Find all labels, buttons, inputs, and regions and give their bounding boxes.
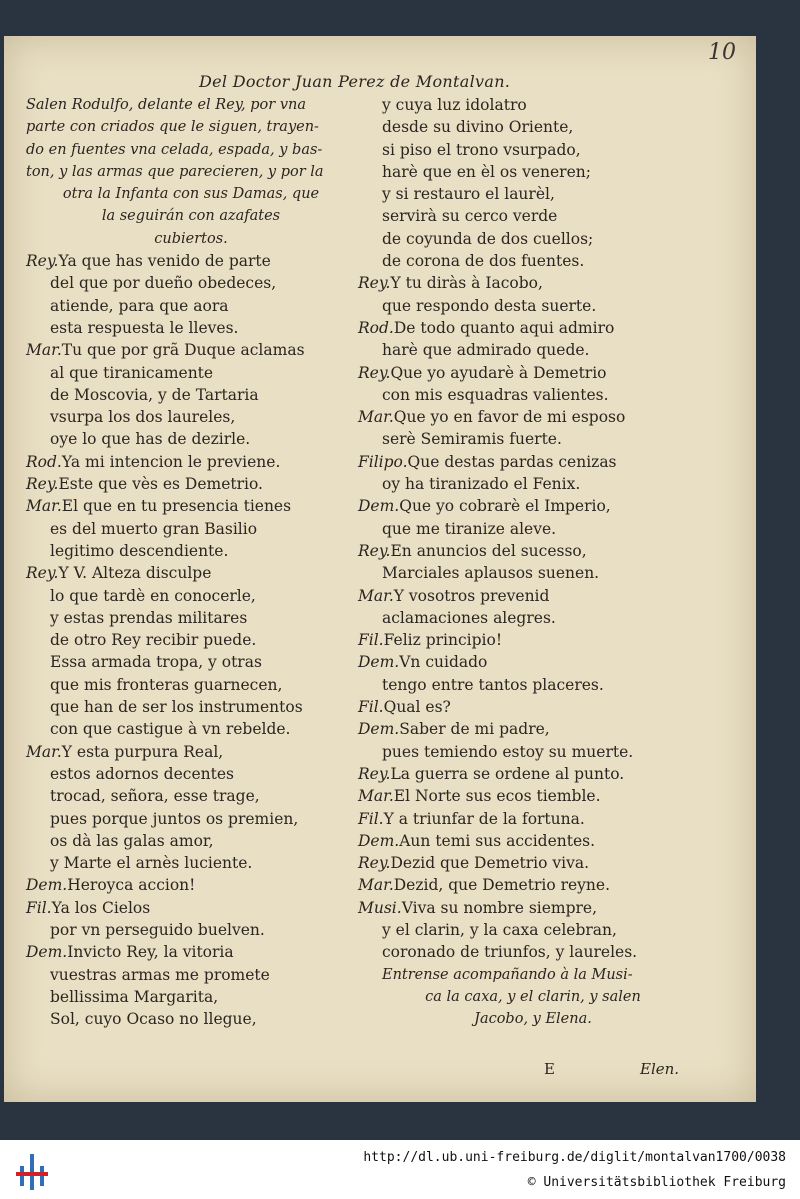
verse-line xyxy=(358,495,708,517)
verse-line xyxy=(26,986,356,1008)
speaker-label: Rey. xyxy=(358,764,391,783)
line-text: de otro Rey recibir puede. xyxy=(50,631,257,650)
verse-line xyxy=(358,830,708,852)
line-text: ca la caxa, y el clarin, y salen xyxy=(425,988,641,1005)
verse-line xyxy=(358,473,708,495)
verse-line xyxy=(26,540,356,562)
verse-line xyxy=(358,183,708,205)
line-text: Y tu diràs à Iacobo, xyxy=(390,274,543,293)
verse-line xyxy=(358,607,708,629)
line-text: Dezid, que Demetrio reyne. xyxy=(393,876,611,895)
speaker-label: Rod. xyxy=(26,452,62,471)
line-text: Ya los Cielos xyxy=(51,898,151,917)
speaker-label: Fil. xyxy=(358,631,384,650)
line-text: coronado de triunfos, y laureles. xyxy=(382,943,638,962)
verse-line xyxy=(26,741,356,763)
verse-line xyxy=(358,116,708,138)
line-text: y si restauro el laurèl, xyxy=(382,185,555,204)
line-text: El Norte sus ecos tiemble. xyxy=(393,787,601,806)
line-text: que mis fronteras guarnecen, xyxy=(50,675,283,694)
verse-line xyxy=(26,139,356,161)
running-header: Del Doctor Juan Perez de Montalvan. xyxy=(199,72,511,91)
copyright-notice: © Universitätsbibliothek Freiburg xyxy=(527,1175,786,1190)
line-text: Que yo en favor de mi esposo xyxy=(393,408,626,427)
verse-line xyxy=(358,919,708,941)
speaker-label: Mar. xyxy=(358,408,394,427)
speaker-label: Musi. xyxy=(358,898,402,917)
speaker-label: Rey. xyxy=(26,475,59,494)
verse-line xyxy=(26,451,356,473)
speaker-label: Mar. xyxy=(358,787,394,806)
line-text: vsurpa los dos laureles, xyxy=(50,408,236,427)
verse-line xyxy=(358,451,708,473)
line-text: Y vosotros prevenid xyxy=(393,586,550,605)
line-text: de corona de dos fuentes. xyxy=(382,252,585,271)
verse-line xyxy=(26,406,356,428)
speaker-label: Filipo. xyxy=(358,452,408,471)
verse-line xyxy=(358,741,708,763)
line-text: La guerra se ordene al punto. xyxy=(390,764,625,783)
line-text: Viva su nombre siempre, xyxy=(401,898,598,917)
speaker-label: Rey. xyxy=(26,252,59,271)
line-text: Y V. Alteza disculpe xyxy=(58,564,212,583)
verse-line xyxy=(358,406,708,428)
line-text: Dezid que Demetrio viva. xyxy=(390,854,590,873)
verse-line xyxy=(358,785,708,807)
line-text: Saber de mi padre, xyxy=(399,720,550,739)
book-page xyxy=(4,36,756,1102)
verse-line xyxy=(26,362,356,384)
verse-line xyxy=(26,629,356,651)
line-text: atiende, para que aora xyxy=(50,296,229,315)
verse-line xyxy=(26,964,356,986)
verse-line xyxy=(26,272,356,294)
line-text: del que por dueño obedeces, xyxy=(50,274,277,293)
verse-line xyxy=(358,428,708,450)
line-text: la seguirán con azafates xyxy=(101,208,281,225)
verse-line xyxy=(358,897,708,919)
speaker-label: Fil. xyxy=(358,809,384,828)
verse-line xyxy=(358,852,708,874)
verse-line xyxy=(358,964,708,986)
line-text: Salen Rodulfo, delante el Rey, por vna xyxy=(26,97,307,113)
verse-line xyxy=(26,651,356,673)
verse-line xyxy=(358,205,708,227)
line-text: harè que admirado quede. xyxy=(382,341,590,360)
speaker-label: Mar. xyxy=(358,586,394,605)
verse-line xyxy=(358,518,708,540)
line-text: parte con criados que le siguen, trayen- xyxy=(26,119,319,136)
line-text: legitimo descendiente. xyxy=(50,541,229,560)
line-text: El que en tu presencia tienes xyxy=(61,497,292,516)
line-text: pues porque juntos os premien, xyxy=(50,809,299,828)
verse-line xyxy=(358,674,708,696)
line-text: ton, y las armas que parecieren, y por la xyxy=(26,163,324,180)
speaker-label: Dem. xyxy=(358,831,400,850)
verse-line xyxy=(26,763,356,785)
speaker-label: Rey. xyxy=(358,363,391,382)
verse-line xyxy=(358,339,708,361)
line-text: que han de ser los instrumentos xyxy=(50,698,303,717)
verse-line xyxy=(26,874,356,896)
viewer-footer xyxy=(0,1140,800,1199)
speaker-label: Fil. xyxy=(358,698,384,717)
speaker-label: Mar. xyxy=(26,341,62,360)
speaker-label: Mar. xyxy=(26,742,62,761)
line-text: oye lo que has de dezirle. xyxy=(50,430,251,449)
right-column xyxy=(358,94,708,1030)
speaker-label: Dem. xyxy=(358,497,400,516)
line-text: Aun temi sus accidentes. xyxy=(399,831,596,850)
catchword-signature: E xyxy=(544,1060,555,1078)
line-text: Y a triunfar de la fortuna. xyxy=(383,809,585,828)
verse-line xyxy=(358,986,708,1008)
verse-line xyxy=(26,205,356,227)
line-text: al que tiranicamente xyxy=(50,363,214,382)
verse-line xyxy=(26,897,356,919)
speaker-label: Rod. xyxy=(358,318,394,337)
verse-line xyxy=(26,562,356,584)
verse-line xyxy=(26,1008,356,1030)
line-text: por vn perseguido buelven. xyxy=(50,920,265,939)
line-text: si piso el trono vsurpado, xyxy=(382,140,581,159)
verse-line xyxy=(358,874,708,896)
line-text: Qual es? xyxy=(383,698,451,717)
verse-line xyxy=(358,1008,708,1030)
verse-line xyxy=(26,228,356,250)
line-text: otra la Infanta con sus Damas, que xyxy=(62,186,320,203)
speaker-label: Rey. xyxy=(358,854,391,873)
line-text: pues temiendo estoy su muerte. xyxy=(382,742,634,761)
speaker-label: Rey. xyxy=(358,274,391,293)
line-text: con que castigue à vn rebelde. xyxy=(50,720,291,739)
verse-line xyxy=(26,339,356,361)
line-text: Jacobo, y Elena. xyxy=(474,1011,592,1028)
line-text: Y esta purpura Real, xyxy=(61,742,224,761)
verse-line xyxy=(358,295,708,317)
line-text: Entrense acompañando à la Musi- xyxy=(382,966,633,983)
left-column xyxy=(26,94,356,1030)
verse-line xyxy=(26,495,356,517)
verse-line xyxy=(26,585,356,607)
speaker-label: Rey. xyxy=(358,541,391,560)
verse-line xyxy=(26,718,356,740)
folio-number: 10 xyxy=(708,40,736,65)
line-text: Feliz principio! xyxy=(383,631,503,650)
verse-line xyxy=(26,785,356,807)
line-text: y estas prendas militares xyxy=(50,608,248,627)
verse-line xyxy=(26,250,356,272)
verse-line xyxy=(26,473,356,495)
line-text: Que yo cobrarè el Imperio, xyxy=(399,497,611,516)
verse-line xyxy=(26,852,356,874)
line-text: y el clarin, y la caxa celebran, xyxy=(382,920,617,939)
catchword: Elen. xyxy=(640,1060,680,1078)
speaker-label: Dem. xyxy=(26,876,68,895)
verse-line xyxy=(358,585,708,607)
verse-line xyxy=(26,830,356,852)
verse-line xyxy=(26,607,356,629)
line-text: y cuya luz idolatro xyxy=(382,96,527,114)
line-text: Sol, cuyo Ocaso no llegue, xyxy=(50,1010,257,1029)
line-text: Essa armada tropa, y otras xyxy=(50,653,262,672)
verse-line xyxy=(358,941,708,963)
line-text: esta respuesta le lleves. xyxy=(50,318,239,337)
verse-line xyxy=(26,808,356,830)
library-logo-icon xyxy=(14,1152,50,1192)
line-text: que me tiranize aleve. xyxy=(382,519,557,538)
speaker-label: Mar. xyxy=(358,876,394,895)
speaker-label: Rey. xyxy=(26,564,59,583)
verse-line xyxy=(358,250,708,272)
speaker-label: Mar. xyxy=(26,497,62,516)
speaker-label: Dem. xyxy=(358,720,400,739)
source-url[interactable]: http://dl.ub.uni-freiburg.de/diglit/montalvan1700/0038 xyxy=(363,1150,786,1165)
line-text: y Marte el arnès luciente. xyxy=(50,854,253,873)
verse-line xyxy=(358,317,708,339)
verse-line xyxy=(26,94,356,116)
verse-line xyxy=(358,272,708,294)
line-text: Ya que has venido de parte xyxy=(58,252,271,271)
verse-line xyxy=(26,161,356,183)
line-text: vuestras armas me promete xyxy=(50,965,270,984)
line-text: con mis esquadras valientes. xyxy=(382,385,609,404)
line-text: es del muerto gran Basilio xyxy=(50,519,258,538)
line-text: os dà las galas amor, xyxy=(50,831,214,850)
verse-line xyxy=(358,808,708,830)
verse-line xyxy=(358,228,708,250)
line-text: Este que vès es Demetrio. xyxy=(58,475,263,494)
verse-line xyxy=(358,562,708,584)
verse-line xyxy=(358,139,708,161)
line-text: Tu que por grã Duque aclamas xyxy=(61,341,305,360)
speaker-label: Dem. xyxy=(358,653,400,672)
line-text: aclamaciones alegres. xyxy=(382,608,556,627)
line-text: de Moscovia, y de Tartaria xyxy=(50,385,259,404)
verse-line xyxy=(358,629,708,651)
line-text: Que destas pardas cenizas xyxy=(407,452,617,471)
verse-line xyxy=(26,384,356,406)
verse-line xyxy=(358,362,708,384)
line-text: que respondo desta suerte. xyxy=(382,296,597,315)
line-text: En anuncios del sucesso, xyxy=(390,541,587,560)
line-text: lo que tardè en conocerle, xyxy=(50,586,256,605)
speaker-label: Fil. xyxy=(26,898,52,917)
line-text: tengo entre tantos placeres. xyxy=(382,675,604,694)
verse-line xyxy=(358,384,708,406)
line-text: do en fuentes vna celada, espada, y bas- xyxy=(26,141,323,158)
line-text: Que yo ayudarè à Demetrio xyxy=(390,363,607,382)
verse-line xyxy=(26,674,356,696)
verse-line xyxy=(26,183,356,205)
line-text: cubiertos. xyxy=(154,230,228,247)
verse-line xyxy=(26,941,356,963)
verse-line xyxy=(26,116,356,138)
line-text: Invicto Rey, la vitoria xyxy=(67,943,234,962)
line-text: serè Semiramis fuerte. xyxy=(382,430,562,449)
verse-line xyxy=(26,295,356,317)
speaker-label: Dem. xyxy=(26,943,68,962)
line-text: Ya mi intencion le previene. xyxy=(61,452,281,471)
verse-line xyxy=(358,161,708,183)
line-text: estos adornos decentes xyxy=(50,764,234,783)
line-text: servirà su cerco verde xyxy=(382,207,558,226)
line-text: trocad, señora, esse trage, xyxy=(50,787,260,806)
verse-line xyxy=(26,696,356,718)
verse-line xyxy=(26,428,356,450)
verse-line xyxy=(358,696,708,718)
line-text: Vn cuidado xyxy=(399,653,488,672)
verse-line xyxy=(26,919,356,941)
verse-line xyxy=(358,718,708,740)
verse-line xyxy=(26,317,356,339)
line-text: de coyunda de dos cuellos; xyxy=(382,229,594,248)
line-text: De todo quanto aqui admiro xyxy=(393,318,615,337)
line-text: Marciales aplausos suenen. xyxy=(382,564,600,583)
verse-line xyxy=(358,763,708,785)
verse-line xyxy=(358,540,708,562)
line-text: harè que en èl os veneren; xyxy=(382,162,591,181)
line-text: bellissima Margarita, xyxy=(50,987,219,1006)
verse-line xyxy=(358,94,708,116)
verse-line xyxy=(358,651,708,673)
line-text: oy ha tiranizado el Fenix. xyxy=(382,475,581,494)
verse-line xyxy=(26,518,356,540)
line-text: desde su divino Oriente, xyxy=(382,118,574,137)
line-text: Heroyca accion! xyxy=(67,876,196,895)
